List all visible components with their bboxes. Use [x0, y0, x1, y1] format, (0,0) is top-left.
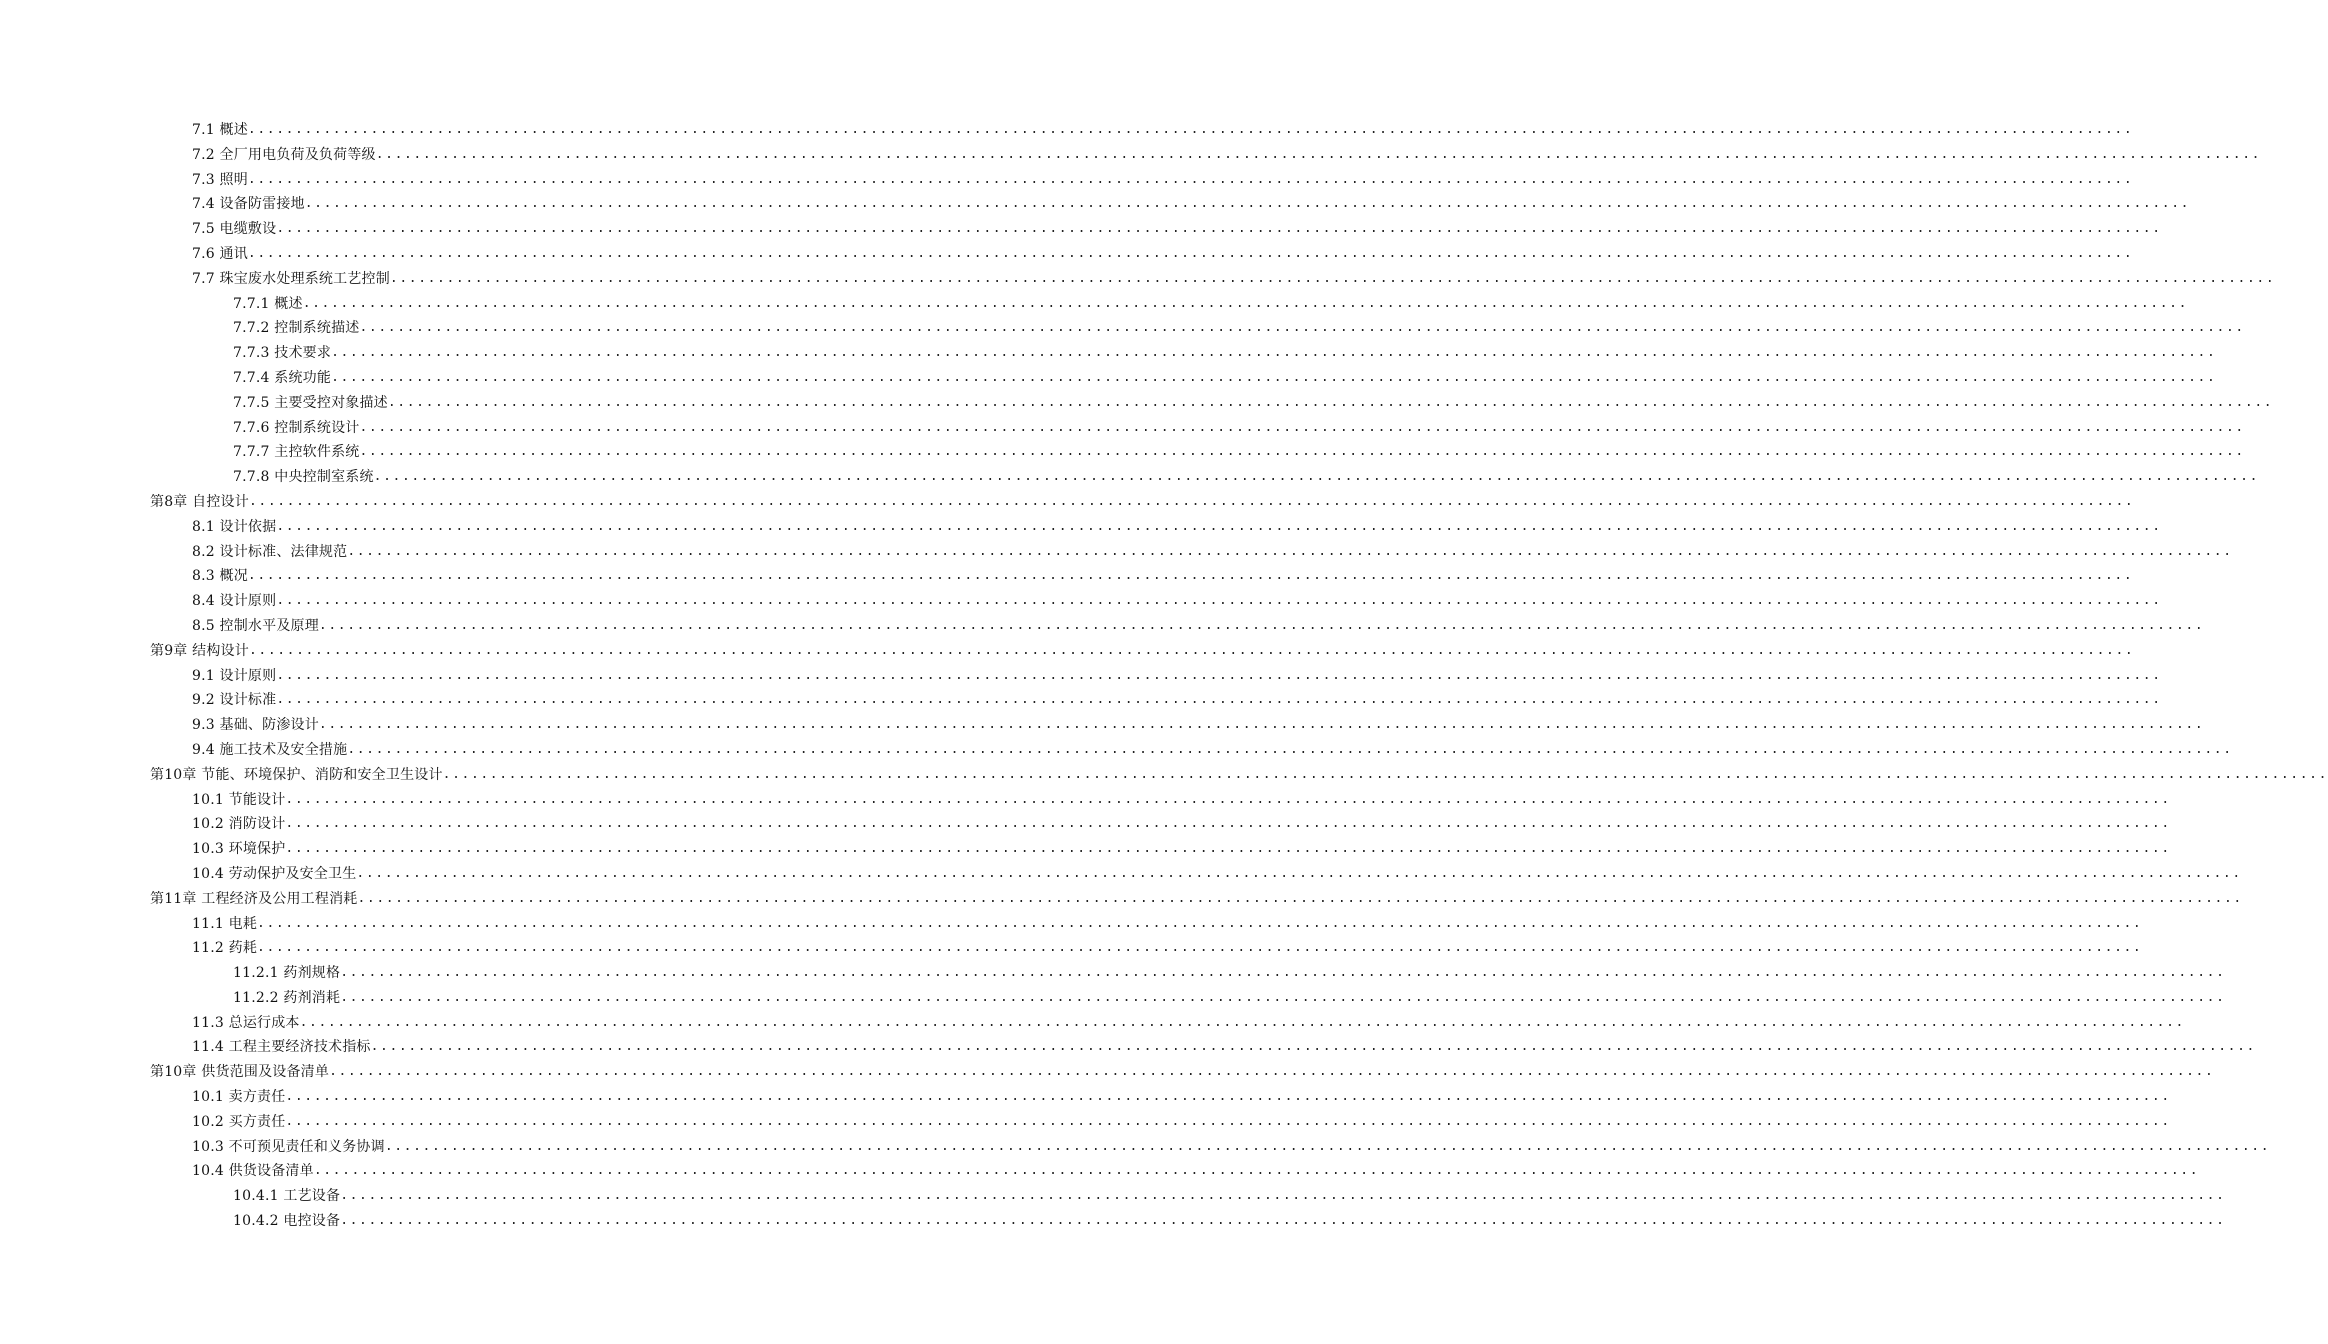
toc-dot-leader: ........................................................................................................................................................................................................	[356, 865, 2242, 881]
toc-dot-leader: ........................................................................................................................................................................................................	[340, 989, 2226, 1005]
toc-subsection-entry[interactable]	[0, 316, 2245, 341]
toc-entry-title: 11.1 电耗	[192, 915, 258, 932]
toc-dot-leader: ........................................................................................................................................................................................................	[340, 1213, 2226, 1229]
toc-dot-leader: ........................................................................................................................................................................................................	[248, 642, 2135, 658]
toc-dot-leader: ........................................................................................................................................................................................................	[357, 890, 2243, 906]
toc-dot-leader: ........................................................................................................................................................................................................	[387, 394, 2274, 410]
toc-entry-title: 7.1 概述	[192, 122, 248, 138]
toc-subsection-entry[interactable]	[0, 416, 2245, 441]
toc-dot-leader: ........................................................................................................................................................................................................	[340, 965, 2226, 981]
toc-dot-leader: ........................................................................................................................................................................................................	[285, 816, 2171, 832]
toc-chapter-entry[interactable]	[0, 887, 2243, 912]
toc-entry-title: 7.7.4 系统功能	[233, 369, 332, 386]
toc-entry-title: 第8章 自控设计	[150, 493, 249, 510]
toc-section-entry[interactable]	[0, 168, 2134, 193]
toc-entry-title: 第10章 节能、环境保护、消防和安全卫生设计	[150, 766, 443, 783]
toc-entry-title: 第9章 结构设计	[150, 642, 249, 659]
toc-entry-title: 8.5 控制水平及原理	[192, 617, 319, 634]
toc-section-entry[interactable]	[0, 837, 2171, 862]
toc-subsection-entry[interactable]	[0, 465, 2260, 490]
toc-chapter-entry[interactable]	[0, 1060, 2215, 1085]
toc-entry-title: 7.7.5 主要受控对象描述	[233, 394, 388, 411]
toc-entry-title: 7.7 珠宝废水处理系统工艺控制	[192, 270, 390, 287]
toc-entry-title: 7.3 照明	[192, 171, 248, 188]
toc-dot-leader: ........................................................................................................................................................................................................	[276, 667, 2162, 683]
toc-subsection-entry[interactable]	[0, 366, 2217, 391]
toc-section-entry[interactable]	[0, 688, 2162, 713]
toc-chapter-entry[interactable]	[0, 763, 2328, 788]
toc-dot-leader: ........................................................................................................................................................................................................	[285, 791, 2171, 807]
toc-section-entry[interactable]	[0, 1011, 2185, 1036]
toc-entry-title: 7.2 全厂用电负荷及负荷等级	[192, 146, 376, 163]
toc-subsection-entry[interactable]	[0, 986, 2226, 1011]
toc-entry-title: 10.2 买方责任	[192, 1113, 286, 1130]
toc-entry-title: 11.3 总运行成本	[192, 1014, 300, 1031]
toc-dot-leader: ........................................................................................................................................................................................................	[276, 221, 2162, 237]
toc-entry-title: 8.4 设计原则	[192, 593, 277, 610]
toc-dot-leader: ........................................................................................................................................................................................................	[331, 369, 2217, 385]
toc-entry-title: 10.4.2 电控设备	[233, 1213, 341, 1230]
toc-entry-title: 8.3 概况	[192, 568, 248, 585]
toc-section-entry[interactable]	[0, 1085, 2171, 1110]
toc-dot-leader: ........................................................................................................................................................................................................	[247, 568, 2134, 584]
toc-entry-title: 7.5 电缆敷设	[192, 221, 277, 238]
toc-dot-leader: ........................................................................................................................................................................................................	[373, 469, 2260, 485]
toc-section-entry[interactable]	[0, 664, 2162, 689]
toc-dot-leader: ........................................................................................................................................................................................................	[304, 196, 2191, 212]
toc-entry-title: 9.2 设计标准	[192, 692, 277, 709]
toc-dot-leader: ........................................................................................................................................................................................................	[285, 1089, 2171, 1105]
toc-dot-leader: ........................................................................................................................................................................................................	[331, 345, 2217, 361]
toc-section-entry[interactable]	[0, 1035, 2256, 1060]
toc-section-entry[interactable]	[0, 912, 2143, 937]
toc-entry-title: 第10章 供货范围及设备清单	[150, 1064, 330, 1081]
toc-dot-leader: ........................................................................................................................................................................................................	[276, 593, 2162, 609]
toc-entry-title: 7.7.7 主控软件系统	[233, 444, 360, 461]
toc-section-entry[interactable]	[0, 564, 2134, 589]
toc-dot-leader: ........................................................................................................................................................................................................	[359, 444, 2245, 460]
toc-section-entry[interactable]	[0, 267, 2276, 292]
toc-dot-leader: ........................................................................................................................................................................................................	[318, 717, 2205, 733]
toc-section-entry[interactable]	[0, 713, 2205, 738]
toc-entry-title: 7.7.1 概述	[233, 295, 303, 312]
toc-section-entry[interactable]	[0, 1135, 2271, 1160]
toc-entry-title: 11.2.1 药剂规格	[233, 965, 341, 982]
toc-dot-leader: ........................................................................................................................................................................................................	[257, 915, 2143, 931]
toc-entry-title: 11.2 药耗	[192, 940, 258, 957]
toc-entry-title: 11.4 工程主要经济技术指标	[192, 1039, 371, 1056]
toc-entry-title: 10.1 节能设计	[192, 791, 286, 808]
toc-dot-leader: ........................................................................................................................................................................................................	[302, 295, 2189, 311]
toc-dot-leader: ........................................................................................................................................................................................................	[285, 1113, 2171, 1129]
toc-entry-title: 8.1 设计依据	[192, 518, 277, 535]
toc-entry-title: 9.3 基础、防渗设计	[192, 717, 319, 734]
toc-dot-leader: ........................................................................................................................................................................................................	[247, 122, 2134, 137]
toc-section-entry[interactable]	[0, 788, 2171, 813]
toc-section-entry[interactable]	[0, 1110, 2171, 1135]
toc-dot-leader: ........................................................................................................................................................................................................	[442, 766, 2328, 782]
toc-subsection-entry[interactable]	[0, 292, 2189, 317]
toc-section-entry[interactable]	[0, 936, 2143, 961]
toc-entry-title: 第11章 工程经济及公用工程消耗	[150, 890, 358, 907]
toc-entry-title: 7.7.2 控制系统描述	[233, 320, 360, 337]
toc-entry-title: 10.4 供货设备清单	[192, 1163, 314, 1180]
toc-section-entry[interactable]	[0, 589, 2162, 614]
toc-dot-leader: ........................................................................................................................................................................................................	[384, 1138, 2271, 1154]
toc-dot-leader: ........................................................................................................................................................................................................	[257, 940, 2143, 956]
toc-dot-leader: ........................................................................................................................................................................................................	[389, 270, 2276, 286]
toc-dot-leader: ........................................................................................................................................................................................................	[247, 245, 2134, 261]
toc-dot-leader: ........................................................................................................................................................................................................	[318, 617, 2205, 633]
toc-section-entry[interactable]	[0, 1159, 2200, 1184]
toc-dot-leader: ........................................................................................................................................................................................................	[359, 419, 2245, 435]
toc-section-entry[interactable]	[0, 614, 2205, 639]
toc-entry-title: 10.3 不可预见责任和义务协调	[192, 1138, 385, 1155]
toc-subsection-entry[interactable]	[0, 1209, 2226, 1234]
toc-dot-leader: ........................................................................................................................................................................................................	[370, 1039, 2256, 1055]
toc-subsection-entry[interactable]	[0, 440, 2245, 465]
toc-entry-title: 7.6 通讯	[192, 245, 248, 262]
toc-entry-title: 10.3 环境保护	[192, 841, 286, 858]
toc-dot-leader: ........................................................................................................................................................................................................	[347, 543, 2233, 559]
toc-dot-leader: ........................................................................................................................................................................................................	[276, 518, 2162, 534]
toc-dot-leader: ........................................................................................................................................................................................................	[359, 320, 2245, 336]
toc-section-entry[interactable]	[0, 812, 2171, 837]
toc-entry-title: 7.4 设备防雷接地	[192, 196, 305, 213]
toc-subsection-entry[interactable]	[0, 391, 2274, 416]
toc-chapter-entry[interactable]	[0, 490, 2135, 515]
toc-section-entry[interactable]	[0, 738, 2233, 763]
toc-section-entry[interactable]	[0, 540, 2233, 565]
toc-dot-leader: ........................................................................................................................................................................................................	[276, 692, 2162, 708]
toc-section-entry[interactable]	[0, 217, 2162, 242]
toc-section-entry[interactable]	[0, 143, 2262, 168]
toc-section-entry[interactable]	[0, 862, 2242, 887]
toc-subsection-entry[interactable]	[0, 1184, 2226, 1209]
toc-subsection-entry[interactable]	[0, 961, 2226, 986]
toc-entry-title: 9.1 设计原则	[192, 667, 277, 684]
toc-dot-leader: ........................................................................................................................................................................................................	[247, 171, 2134, 187]
toc-entry-title: 10.2 消防设计	[192, 816, 286, 833]
toc-dot-leader: ........................................................................................................................................................................................................	[329, 1064, 2215, 1080]
toc-dot-leader: ........................................................................................................................................................................................................	[299, 1014, 2185, 1030]
toc-chapter-entry[interactable]	[0, 639, 2135, 664]
toc-entry-title: 10.1 卖方责任	[192, 1089, 286, 1106]
toc-dot-leader: ........................................................................................................................................................................................................	[285, 841, 2171, 857]
toc-entry-title: 11.2.2 药剂消耗	[233, 989, 341, 1006]
toc-subsection-entry[interactable]	[0, 341, 2217, 366]
toc-entry-title: 8.2 设计标准、法律规范	[192, 543, 348, 560]
toc-entry-title: 7.7.8 中央控制室系统	[233, 469, 374, 486]
toc-dot-leader: ........................................................................................................................................................................................................	[313, 1163, 2200, 1179]
toc-section-entry[interactable]	[0, 192, 2191, 217]
toc-entry-title: 7.7.3 技术要求	[233, 345, 332, 362]
toc-entry-title: 7.7.6 控制系统设计	[233, 419, 360, 436]
toc-dot-leader: ........................................................................................................................................................................................................	[340, 1188, 2226, 1204]
toc-section-entry[interactable]	[0, 118, 2134, 143]
toc-entry-title: 9.4 施工技术及安全措施	[192, 741, 348, 758]
toc-dot-leader: ........................................................................................................................................................................................................	[347, 741, 2233, 757]
toc-entry-title: 10.4.1 工艺设备	[233, 1188, 341, 1205]
toc-dot-leader: ........................................................................................................................................................................................................	[375, 146, 2262, 162]
table-of-contents	[0, 118, 2328, 1234]
toc-section-entry[interactable]	[0, 515, 2162, 540]
toc-entry-title: 10.4 劳动保护及安全卫生	[192, 865, 357, 882]
toc-section-entry[interactable]	[0, 242, 2134, 267]
toc-dot-leader: ........................................................................................................................................................................................................	[248, 493, 2135, 509]
